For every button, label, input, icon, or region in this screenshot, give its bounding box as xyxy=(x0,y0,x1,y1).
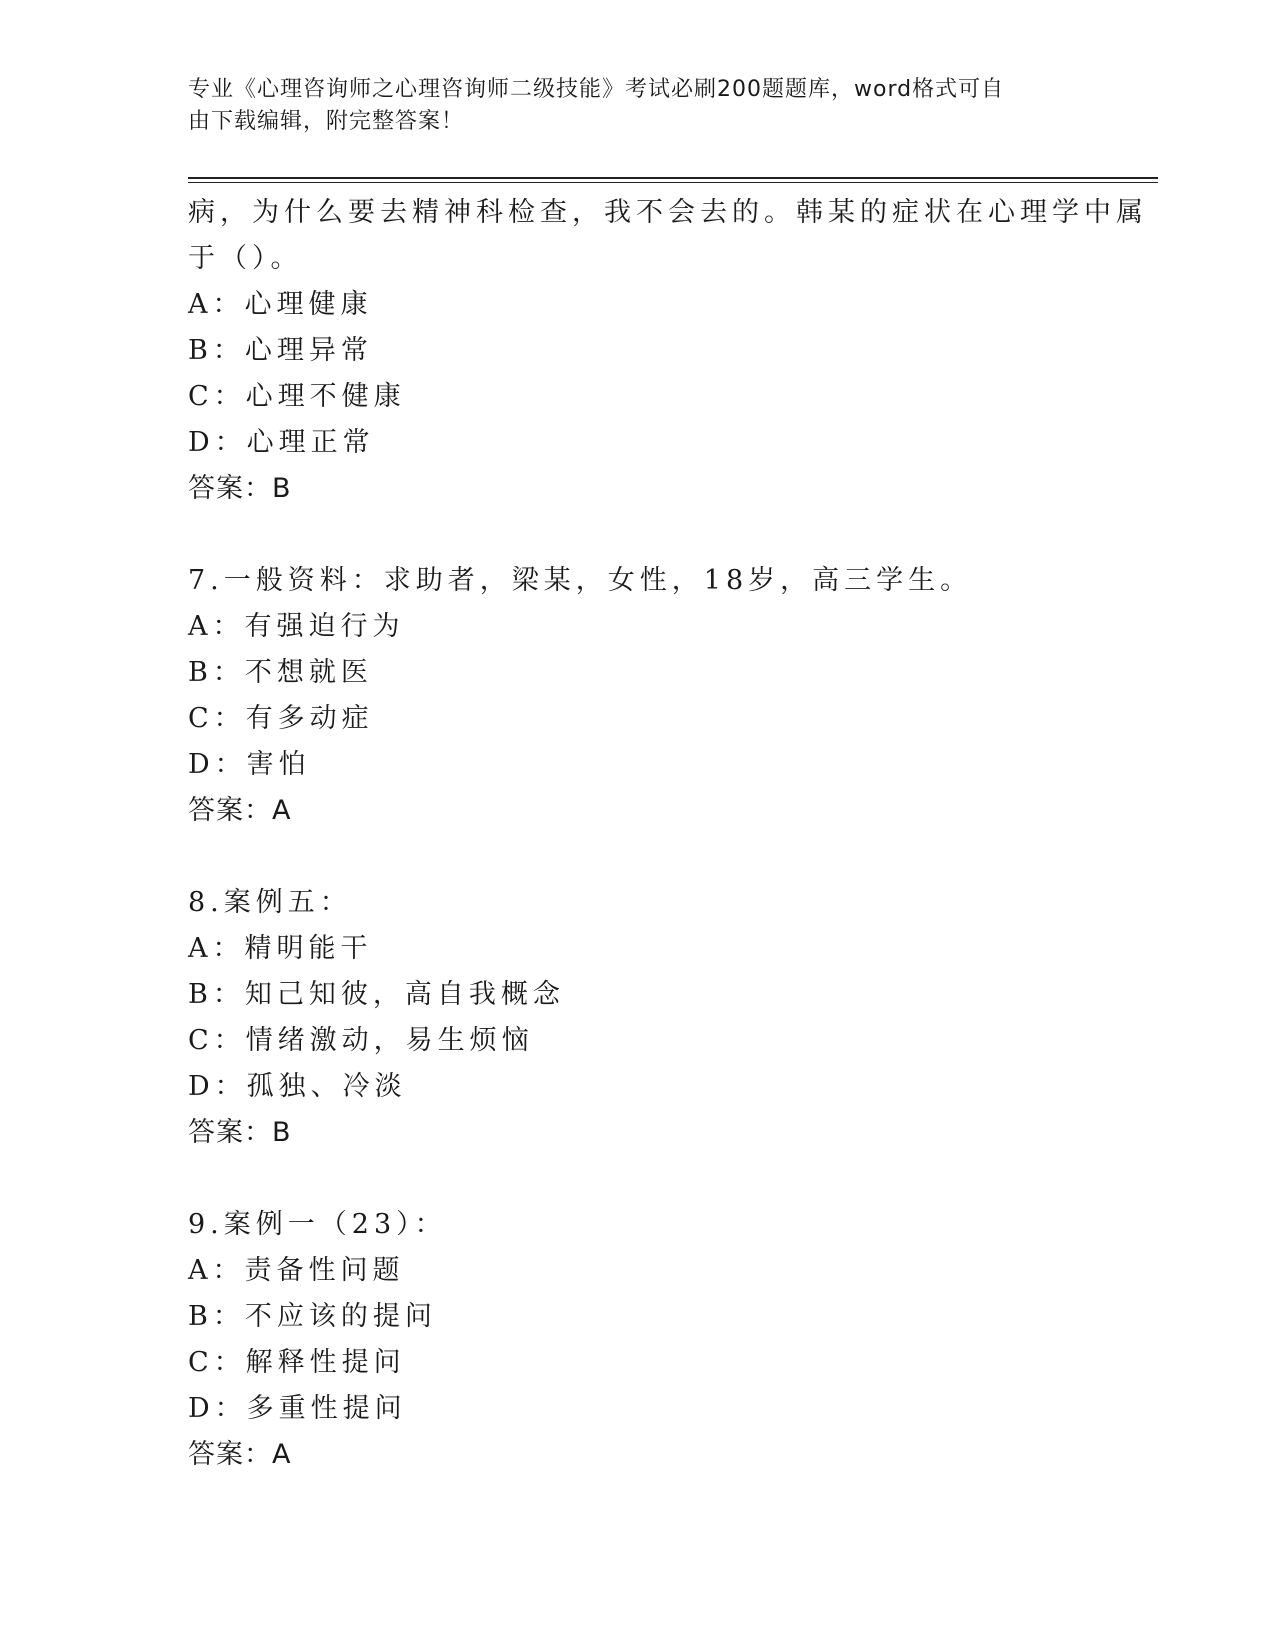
answer-line: 答案：B xyxy=(188,1117,292,1148)
option-b: B：知己知彼，高自我概念 xyxy=(188,979,565,1010)
option-c: C：有多动症 xyxy=(188,703,374,734)
option-d: D：心理正常 xyxy=(188,427,375,458)
option-b: B：心理异常 xyxy=(188,335,373,366)
spacer xyxy=(188,512,1088,558)
question-stem: 7.一般资料：求助者，梁某，女性，18岁，高三学生。 xyxy=(188,565,973,596)
option-d: D：多重性提问 xyxy=(188,1393,407,1424)
option-b: B：不想就医 xyxy=(188,657,373,688)
answer-line: 答案：A xyxy=(188,795,292,826)
option-a: A：有强迫行为 xyxy=(188,611,405,642)
spacer xyxy=(188,1156,1088,1202)
option-c: C：心理不健康 xyxy=(188,381,406,412)
option-d: D：害怕 xyxy=(188,749,311,780)
question-block-continued xyxy=(188,190,1148,512)
option-c: C：情绪激动，易生烦恼 xyxy=(188,1025,534,1056)
option-a: A：心理健康 xyxy=(188,289,373,320)
spacer xyxy=(188,834,1088,880)
question-stem: 8.案例五： xyxy=(188,887,352,918)
header-divider-thick xyxy=(188,177,1158,179)
option-a: A：责备性问题 xyxy=(188,1255,405,1286)
question-block-9 xyxy=(188,1202,1088,1478)
question-stem-line: 于（）。 xyxy=(188,243,303,274)
document-header xyxy=(188,74,1068,138)
document-body xyxy=(188,190,1148,1478)
question-block-7 xyxy=(188,558,1088,834)
option-b: B：不应该的提问 xyxy=(188,1301,437,1332)
option-d: D：孤独、冷淡 xyxy=(188,1071,407,1102)
header-divider-thin xyxy=(188,182,1158,183)
header-line-1: 专业《心理咨询师之心理咨询师二级技能》考试必刷200题题库，word格式可自 xyxy=(188,77,1005,102)
answer-line: 答案：A xyxy=(188,1439,292,1470)
question-stem-line: 病，为什么要去精神科检查，我不会去的。韩某的症状在心理学中属 xyxy=(188,197,1148,228)
question-block-8 xyxy=(188,880,1088,1156)
question-stem: 9.案例一（23）： xyxy=(188,1209,447,1240)
option-a: A：精明能干 xyxy=(188,933,373,964)
header-line-2: 由下载编辑，附完整答案！ xyxy=(188,109,465,134)
answer-line: 答案：B xyxy=(188,473,292,504)
option-c: C：解释性提问 xyxy=(188,1347,406,1378)
